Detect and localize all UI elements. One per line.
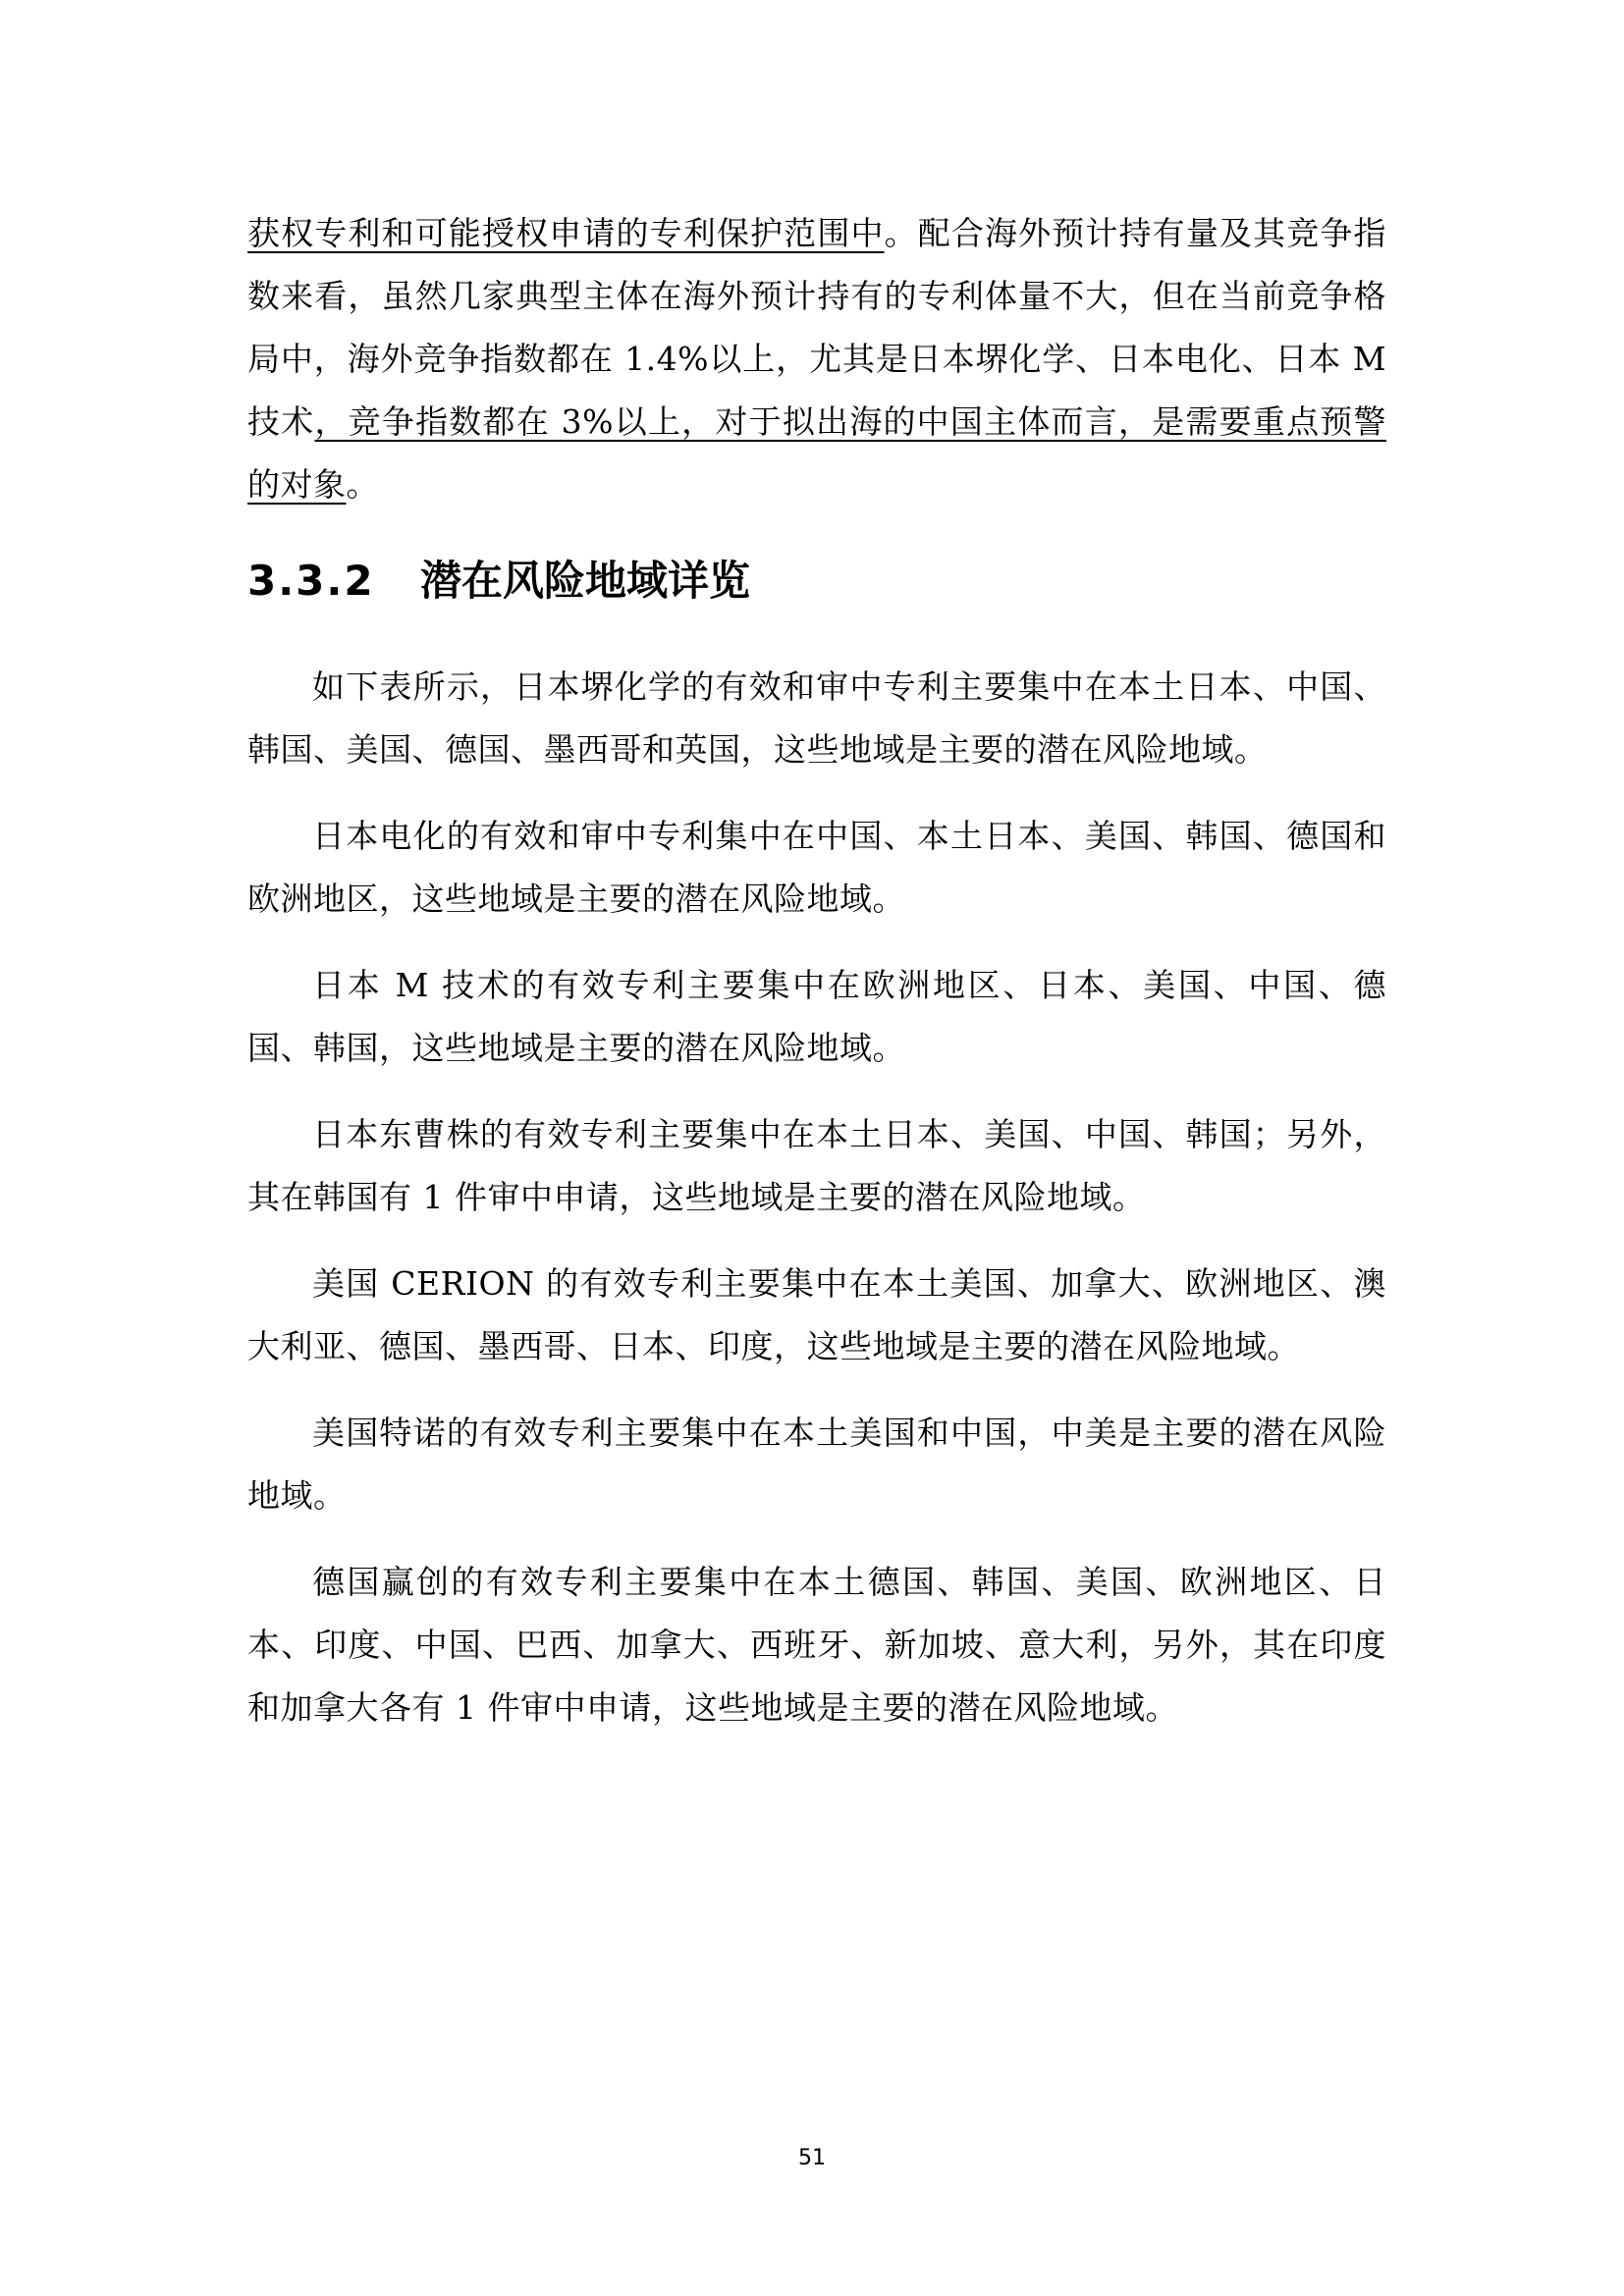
underlined-text-2: ，竞争指数都在 3%以上，对于拟出海的中国主体而言，是需要重点预警的对象 (247, 402, 1387, 504)
intro-text-1: 。配合海外预计持有量及其竞争指数来看，虽然几家典型主体在海外预计持有的专利体量不大，但在当前竞争格局中，海外竞争指数都在 1.4%以上，尤其是日本堺化学、日本电化、日本 M 技术 (247, 214, 1387, 441)
page-number: 51 (798, 2146, 826, 2170)
section-heading (247, 552, 1386, 611)
section-number: 3.3.2 (247, 557, 375, 605)
paragraph-m-technique: 日本 M 技术的有效专利主要集中在欧洲地区、日本、美国、中国、德国、韩国，这些地域是主要的潜在风险地域。 (247, 966, 1386, 1067)
underlined-text-1: 获权专利和可能授权申请的专利保护范围中 (247, 214, 885, 252)
document-page (247, 202, 1386, 1763)
section-title: 潜在风险地域详览 (420, 557, 751, 605)
paragraph-denka: 日本电化的有效和审中专利集中在中国、本土日本、美国、韩国、德国和欧洲地区，这些地域是主要的潜在风险地域。 (247, 817, 1386, 918)
paragraph-tronox: 美国特诺的有效专利主要集中在本土美国和中国，中美是主要的潜在风险地域。 (247, 1414, 1386, 1515)
paragraph-evonik: 德国赢创的有效专利主要集中在本土德国、韩国、美国、欧洲地区、日本、印度、中国、巴西、加拿大、西班牙、新加坡、意大利，另外，其在印度和加拿大各有 1 件审中申请，这些地域是主要的潜在风险地域。 (247, 1563, 1386, 1727)
paragraph-sakai: 如下表所示，日本堺化学的有效和审中专利主要集中在本土日本、中国、韩国、美国、德国、墨西哥和英国，这些地域是主要的潜在风险地域。 (247, 667, 1386, 769)
paragraph-cerion: 美国 CERION 的有效专利主要集中在本土美国、加拿大、欧洲地区、澳大利亚、德国、墨西哥、日本、印度，这些地域是主要的潜在风险地域。 (247, 1264, 1386, 1365)
intro-paragraph (247, 202, 1386, 516)
intro-text-2: 。 (346, 465, 379, 504)
paragraph-tosoh: 日本东曹株的有效专利主要集中在本土日本、美国、中国、韩国；另外，其在韩国有 1 件审中申请，这些地域是主要的潜在风险地域。 (247, 1115, 1386, 1216)
